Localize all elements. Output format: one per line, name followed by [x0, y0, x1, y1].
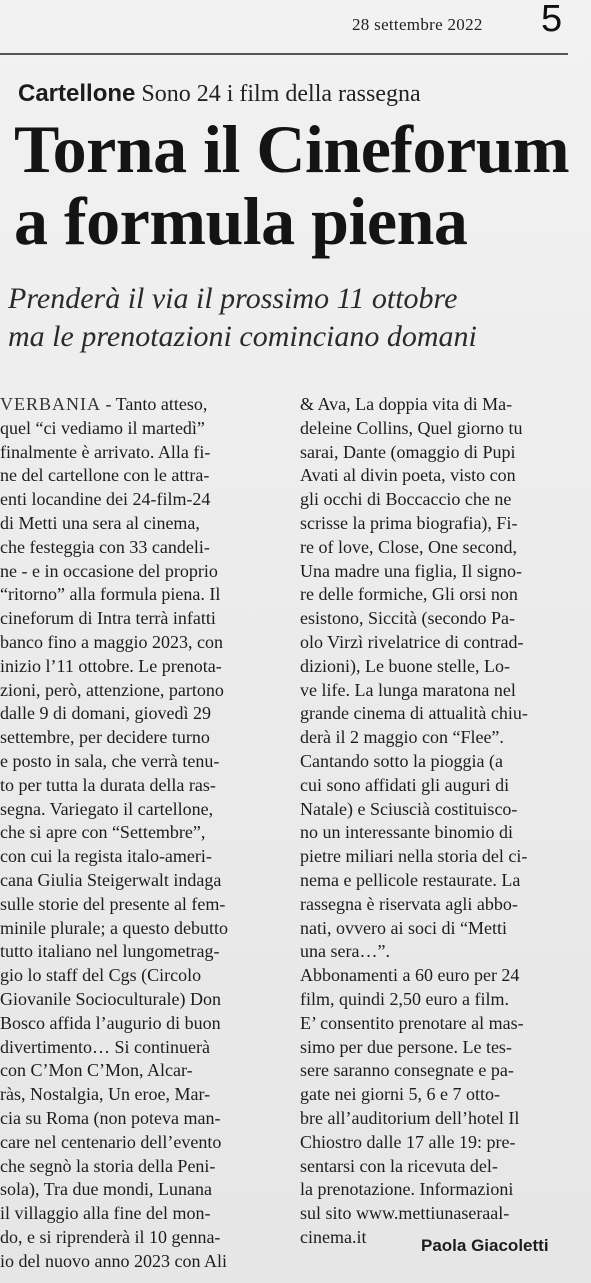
- article-line: Avati al divin poeta, visto con: [300, 465, 516, 486]
- byline: Paola Giacoletti: [421, 1236, 549, 1255]
- article-line: Giovanile Socioculturale) Don: [0, 988, 221, 1009]
- article-line: do, e si riprenderà il 10 genna-: [0, 1226, 221, 1247]
- article-line: sul sito www.mettiunaseraal-: [300, 1203, 510, 1224]
- article-line: enti locandine dei 24-film-24: [0, 489, 211, 510]
- article-line: dalle 9 di domani, giovedì 29: [0, 703, 211, 724]
- headline: [14, 113, 569, 257]
- headline-line: a formula piena: [14, 183, 468, 259]
- article-line: gio lo staff del Cgs (Circolo: [0, 965, 202, 986]
- article-line: & Ava, La doppia vita di Ma-: [300, 394, 513, 414]
- headline-line: Torna il Cineforum: [14, 111, 570, 187]
- article-line: esistono, Siccità (secondo Pa-: [300, 608, 515, 629]
- article-line: film, quindi 2,50 euro a film.: [300, 988, 509, 1009]
- article-line: che segnò la storia della Peni-: [0, 1155, 216, 1176]
- article-line: cinema.it: [300, 1226, 367, 1247]
- article-line: Una madre una figlia, Il signo-: [300, 560, 522, 581]
- article-line: quel “ci vediamo il martedì”: [0, 417, 205, 438]
- article-line: la prenotazione. Informazioni: [300, 1179, 514, 1200]
- article-line: Bosco affida l’augurio di buon: [0, 1012, 221, 1033]
- article-line: che si apre con “Settembre”,: [0, 822, 206, 843]
- article-line: sarai, Dante (omaggio di Pupi: [300, 441, 516, 462]
- article-line: e posto in sala, che verrà tenu-: [0, 750, 220, 771]
- article-line: gate nei giorni 5, 6 e 7 otto-: [300, 1084, 500, 1105]
- kicker: [18, 80, 421, 108]
- article-line: banco fino a maggio 2023, con: [0, 631, 223, 652]
- article-line: scrisse la prima biografia), Fi-: [300, 512, 518, 533]
- page-number: 5: [541, 0, 563, 40]
- article-line: rassegna è riservata agli abbo-: [300, 893, 518, 914]
- kicker-text: Sono 24 i film della rassegna: [141, 81, 421, 107]
- article-line: che festeggia con 33 candeli-: [0, 536, 210, 557]
- article-line: nema e pellicole restaurate. La: [300, 869, 521, 890]
- article-line: tutto italiano nel lungometrag-: [0, 941, 220, 962]
- article-line: gli occhi di Boccaccio che ne: [300, 489, 512, 510]
- article-line: to per tutta la durata della ras-: [0, 774, 216, 795]
- article-line: ne - e in occasione del proprio: [0, 560, 218, 581]
- article-line: Chiostro dalle 17 alle 19: pre-: [300, 1131, 516, 1152]
- article-line: sola), Tra due mondi, Lunana: [0, 1179, 212, 1200]
- article-line: [0, 393, 286, 417]
- article-line: re delle formiche, Gli orsi non: [300, 584, 518, 605]
- article-line: simo per due persone. Le tes-: [300, 1036, 512, 1057]
- article-line: nati, ovvero ai soci di “Metti: [300, 917, 507, 938]
- subheadline-line: Prenderà il via il prossimo 11 ottobre: [8, 282, 458, 315]
- article-line: sere saranno consegnate e pa-: [300, 1060, 514, 1081]
- article-line: ne del cartellone con le attra-: [0, 465, 210, 486]
- article-line: dizioni), Le buone stelle, Lo-: [300, 655, 510, 676]
- article-line: cui sono affidati gli auguri di: [300, 774, 510, 795]
- article-line: olo Virzì rivelatrice di contrad-: [300, 631, 524, 652]
- article-line: il villaggio alla fine del mon-: [0, 1203, 211, 1224]
- article-column-2: [300, 393, 590, 1250]
- article-line: pietre miliari nella storia del ci-: [300, 846, 528, 867]
- article-line: Cantando sotto la pioggia (a: [300, 750, 503, 771]
- article-line: con cui la regista italo-ameri-: [0, 846, 212, 867]
- article-line: ve life. La lunga maratona nel: [300, 679, 516, 700]
- header-rule: [0, 53, 568, 55]
- article-line-text: - Tanto atteso,: [101, 394, 208, 414]
- article-line: divertimento… Si continuerà: [0, 1036, 210, 1057]
- article-line: cana Giulia Steigerwalt indaga: [0, 869, 222, 890]
- article-line: re of love, Close, One second,: [300, 536, 517, 557]
- article-line: deleine Collins, Quel giorno tu: [300, 417, 523, 438]
- article-line: Abbonamenti a 60 euro per 24: [300, 965, 520, 986]
- article-line: io del nuovo anno 2023 con Ali: [0, 1250, 227, 1271]
- article-line: zioni, però, attenzione, partono: [0, 679, 224, 700]
- article-line: con C’Mon C’Mon, Alcar-: [0, 1060, 193, 1081]
- section-label: Cartellone: [18, 80, 136, 107]
- article-line: cia su Roma (non poteva man-: [0, 1107, 221, 1128]
- article-line: derà il 2 maggio con “Flee”.: [300, 727, 504, 748]
- article-line: finalmente è arrivato. Alla fi-: [0, 441, 211, 462]
- article-line: “ritorno” alla formula piena. Il: [0, 584, 221, 605]
- article-line: sentarsi con la ricevuta del-: [300, 1155, 498, 1176]
- article-line: E’ consentito prenotare al mas-: [300, 1012, 524, 1033]
- subheadline: [8, 280, 477, 356]
- subheadline-line: ma le prenotazioni cominciano domani: [8, 320, 477, 353]
- issue-date: 28 settembre 2022: [352, 15, 483, 34]
- article-line: inizio l’11 ottobre. Le prenota-: [0, 655, 222, 676]
- article-line: cineforum di Intra terrà infatti: [0, 608, 216, 629]
- article-line: care nel centenario dell’evento: [0, 1131, 222, 1152]
- dateline-city: VERBANIA: [0, 394, 101, 414]
- article-column-1: [0, 393, 286, 1273]
- article-line: no un interessante binomio di: [300, 822, 513, 843]
- article-line: ràs, Nostalgia, Un eroe, Mar-: [0, 1084, 211, 1105]
- article-line: sulle storie del presente al fem-: [0, 893, 226, 914]
- article-line: Natale) e Sciuscià costituisco-: [300, 798, 518, 819]
- article-line: settembre, per decidere turno: [0, 727, 210, 748]
- article-line: di Metti una sera al cinema,: [0, 512, 200, 533]
- article-line: minile plurale; a questo debutto: [0, 917, 228, 938]
- article-line: segna. Variegato il cartellone,: [0, 798, 214, 819]
- article-line: grande cinema di attualità chiu-: [300, 703, 528, 724]
- article-line: bre all’auditorium dell’hotel Il: [300, 1107, 520, 1128]
- article-line: una sera…”.: [300, 941, 390, 962]
